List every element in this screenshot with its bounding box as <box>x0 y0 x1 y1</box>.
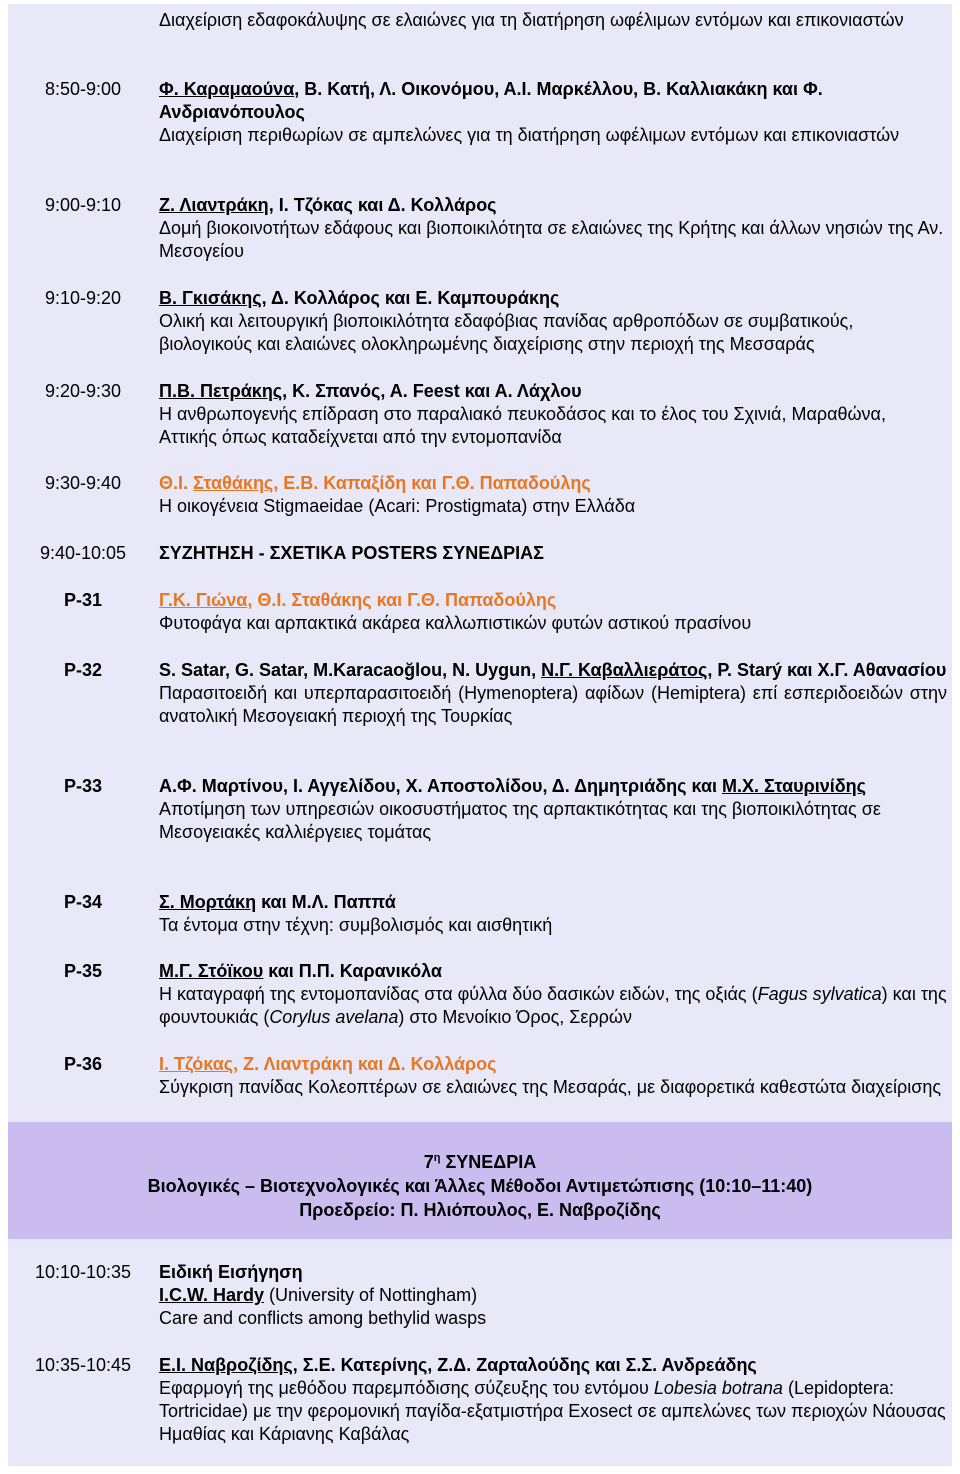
talk-title: Διαχείριση εδαφοκάλυψης σε ελαιώνες για τη διατήρηση ωφέλιμων εντόμων και επικονιαστών <box>159 10 904 30</box>
talk-title: Δομή βιοκοινοτήτων εδάφους και βιοποικιλότητα σε ελαιώνες της Κρήτης και άλλων νησιών της Αν. Μεσογείου <box>159 218 944 261</box>
time-slot: 9:10-9:20 <box>44 288 122 308</box>
authors: Ι. Τζόκας, Ζ. Λιαντράκη και Δ. Κολλάρος <box>159 1054 497 1074</box>
talk-title: Διαχείριση περιθωρίων σε αμπελώνες για τη διατήρηση ωφέλιμων εντόμων και επικονιαστών <box>159 125 900 145</box>
entry-content <box>159 589 947 635</box>
authors: Μ.Γ. Στόϊκου και Π.Π. Καρανικόλα <box>159 961 442 981</box>
session-chairs: Προεδρείο: Π. Ηλιόπουλος, Ε. Ναβροζίδης <box>299 1200 661 1220</box>
authors: Β. Γκισάκης, Δ. Κολλάρος και Ε. Καμπουράκης <box>159 288 560 308</box>
speaker: I.C.W. Hardy (University of Nottingham) <box>159 1285 478 1305</box>
time-slot: 10:35-10:45 <box>34 1355 132 1375</box>
time-slot: 9:00-9:10 <box>44 195 122 215</box>
poster-title: Φυτοφάγα και αρπακτικά ακάρεα καλλωπιστικών φυτών αστικού πρασίνου <box>159 613 752 633</box>
poster-code: P-34 <box>63 892 103 912</box>
poster-code: P-31 <box>63 590 103 610</box>
session-header <box>8 1122 952 1239</box>
entry-content <box>159 287 947 356</box>
entry-content <box>159 775 947 844</box>
time-slot: 9:40-10:05 <box>39 543 127 563</box>
discussion-heading: ΣΥΖΗΤΗΣΗ - ΣΧΕΤΙΚΑ POSTERS ΣΥΝΕΔΡΙΑΣ <box>159 543 544 563</box>
time-slot: 10:10-10:35 <box>34 1262 132 1282</box>
poster-code: P-33 <box>63 776 103 796</box>
authors: Ζ. Λιαντράκη, Ι. Τζόκας και Δ. Κολλάρος <box>159 195 497 215</box>
session-title: $7^\eta$ ΣΥΝΕΔΡΙΑ <box>423 1152 537 1172</box>
authors: Σ. Μορτάκη και Μ.Λ. Παππά <box>159 892 396 912</box>
poster-title: Τα έντομα στην τέχνη: συμβολισμός και αισθητική <box>159 915 553 935</box>
authors: Π.Β. Πετράκης, Κ. Σπανός, Α. Feest και Α. Λάχλου <box>159 381 582 401</box>
poster-title: Σύγκριση πανίδας Κολεοπτέρων σε ελαιώνες της Μεσαράς, με διαφορετικά καθεστώτα διαχείρισης <box>159 1077 942 1097</box>
time-slot: 8:50-9:00 <box>44 79 122 99</box>
entry-content <box>159 78 947 147</box>
entry-content <box>159 472 947 518</box>
entry-content <box>159 542 947 565</box>
talk-title: Η ανθρωπογενής επίδραση στο παραλιακό πευκοδάσος και το έλος του Σχινιά, Μαραθώνα, Αττικής όπως καταδείχνεται από την εντομοπανίδα <box>159 404 886 447</box>
talk-title: Ολική και λειτουργική βιοποικιλότητα εδαφόβιας πανίδας αρθροπόδων σε συμβατικούς, βιολογικούς και ελαιώνες ολοκληρωμένης διαχείρισης στην περιοχή της Μεσσαράς <box>159 311 854 354</box>
poster-title: Η καταγραφή της εντομοπανίδας στα φύλλα δύο δασικών ειδών, της οξιάς (Fagus sylvatica) και της φουντουκιάς (Corylus avelana) στο Μενοίκιο Όρος, Σερρών <box>159 984 947 1027</box>
poster-title: Αποτίμηση των υπηρεσιών οικοσυστήματος της αρπακτικότητας και της βιοποικιλότητας σε Μεσογειακές καλλιέργειες τομάτας <box>159 799 881 842</box>
talk-title: Η οικογένεια Stigmaeidae (Acari: Prostigmata) στην Ελλάδα <box>159 496 636 516</box>
page <box>8 4 952 1466</box>
entry-content <box>159 1053 947 1099</box>
time-slot: 9:20-9:30 <box>44 381 122 401</box>
entry-content <box>159 891 947 937</box>
entry-content <box>159 960 947 1029</box>
entry-content <box>159 9 947 32</box>
authors: Θ.Ι. Σταθάκης, Ε.Β. Καπαξίδη και Γ.Θ. Παπαδούλης <box>159 473 591 493</box>
time-slot: 9:30-9:40 <box>44 473 122 493</box>
talk-title: Εφαρμογή της μεθόδου παρεμπόδισης σύζευξης του εντόμου Lobesia botrana (Lepidoptera: Tortricidae) με την φερομονική παγίδα-εξατμιστήρα Exosect σε αμπελώνες των περιοχών Νάουσας Ημαθίας και Κάριανης Καβάλας <box>159 1378 946 1444</box>
entry-content <box>159 194 947 263</box>
keynote-label: Ειδική Εισήγηση <box>159 1262 303 1282</box>
session-subtitle: Βιολογικές – Βιοτεχνολογικές και Άλλες Μέθοδοι Αντιμετώπισης (10:10–11:40) <box>147 1176 813 1196</box>
authors: Φ. Καραμαούνα, Β. Κατή, Λ. Οικονόμου, Α.Ι. Μαρκέλλου, Β. Καλλιακάκη και Φ. Ανδριανόπουλος <box>159 79 823 122</box>
poster-code: P-32 <box>63 660 103 680</box>
entry-content <box>159 1261 947 1330</box>
authors: Γ.Κ. Γιώνα, Θ.Ι. Σταθάκης και Γ.Θ. Παπαδούλης <box>159 590 557 610</box>
entry-content <box>159 380 947 449</box>
poster-code: P-36 <box>63 1054 103 1074</box>
entry-content <box>159 659 947 728</box>
authors: S. Satar, G. Satar, M.Karacaoğlou, N. Uygun, Ν.Γ. Καβαλλιεράτος, P. Starý και Χ.Γ. Αθανασίου <box>159 660 947 680</box>
authors: Ε.Ι. Ναβροζίδης, Σ.Ε. Κατερίνης, Ζ.Δ. Ζαρταλούδης και Σ.Σ. Ανδρεάδης <box>159 1355 757 1375</box>
authors: Α.Φ. Μαρτίνου, Ι. Αγγελίδου, Χ. Αποστολίδου, Δ. Δημητριάδης και Μ.Χ. Σταυρινίδης <box>159 776 867 796</box>
talk-title: Care and conflicts among bethylid wasps <box>159 1308 487 1328</box>
poster-code: P-35 <box>63 961 103 981</box>
poster-title: Παρασιτοειδή και υπερπαρασιτοειδή (Hymenoptera) αφίδων (Hemiptera) επί εσπεριδοειδών στην ανατολική Μεσογειακή περιοχή της Τουρκίας <box>159 683 947 726</box>
entry-content <box>159 1354 947 1446</box>
